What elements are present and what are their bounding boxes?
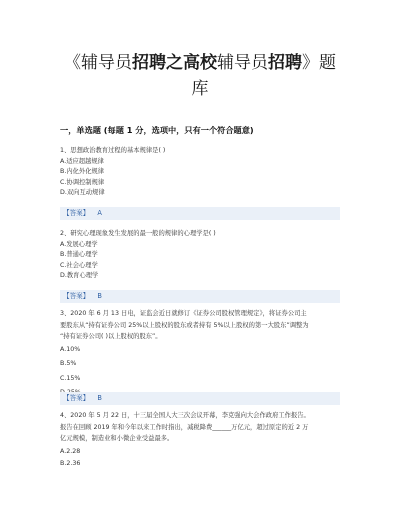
option-b: B.5% [60, 360, 77, 368]
title-segment: 辅导员 [217, 53, 268, 73]
title-segment: 《辅导员 [64, 53, 132, 73]
question-2 [60, 228, 350, 282]
stem-line: 4、2020 年 5 月 22 日，十三届全国人大三次会议开幕，李克强向大会作政府工作报告。 [60, 412, 310, 419]
option-b: B.2.36 [60, 460, 81, 468]
question-stem [60, 410, 350, 445]
answer-value: A [97, 209, 102, 217]
option-c: C.15% [60, 374, 81, 382]
section-heading: 一，单选题 (每题 1 分，选项中，只有一个符合题意) [60, 125, 254, 135]
option-a: A.适应超越规律 [60, 157, 104, 165]
title-line-1 [50, 50, 350, 76]
option-a: A.发展心理学 [60, 240, 98, 248]
question-1 [60, 145, 350, 199]
stem-line: 报告在回顾 2019 年和今年以来工作时指出，减税降费______万亿元，超过原定的近 2 万 [60, 423, 309, 431]
option-b: B.普通心理学 [60, 251, 98, 259]
title-segment: 招聘 [268, 53, 302, 73]
stem-line: 3、2020 年 6 月 13 日电，证监会近日就修订《证券公司股权管理规定》，将证券公司主 [60, 310, 307, 317]
title-line-2: 库 [191, 79, 209, 99]
question-4 [60, 410, 350, 470]
answer-value: B [97, 292, 102, 300]
document-title [50, 50, 350, 102]
option-c: C.社会心理学 [60, 261, 98, 269]
stem-line: 亿元规模，制造业和小微企业受益最多。 [60, 435, 174, 442]
option-a: A.10% [60, 345, 81, 353]
answer-label: 【答案】 [63, 394, 90, 402]
answer-label: 【答案】 [63, 292, 90, 300]
question-stem [60, 308, 350, 343]
answer-bar-2 [60, 290, 340, 303]
answer-value: B [97, 394, 102, 402]
stem-line: 要股东从“持有证券公司 25%以上股权的股东或者持有 5%以上股权的第一大股东”调整为 [60, 321, 309, 329]
answer-bar-1 [60, 207, 340, 220]
option-c: C.协调控制规律 [60, 178, 105, 186]
title-segment: 》题 [302, 53, 336, 73]
option-b: B.内化外化规律 [60, 168, 105, 176]
answer-bar-3 [60, 392, 340, 405]
question-stem [60, 228, 350, 240]
question-stem [60, 145, 350, 157]
stem-line: 1、思想政治教育过程的基本规律是( ) [60, 147, 166, 154]
answer-label: 【答案】 [63, 209, 90, 217]
stem-line: “持有证券公司( )以上股权的股东”。 [60, 333, 162, 340]
option-d: D.双向互动规律 [60, 189, 105, 197]
question-3 [60, 308, 350, 399]
option-a: A.2.28 [60, 447, 81, 455]
title-segment: 招聘之高校 [132, 53, 217, 73]
stem-line: 2、研究心理现象发生发展的最一般的规律的心理学是( ) [60, 230, 216, 237]
option-d: D.教育心理学 [60, 272, 99, 280]
